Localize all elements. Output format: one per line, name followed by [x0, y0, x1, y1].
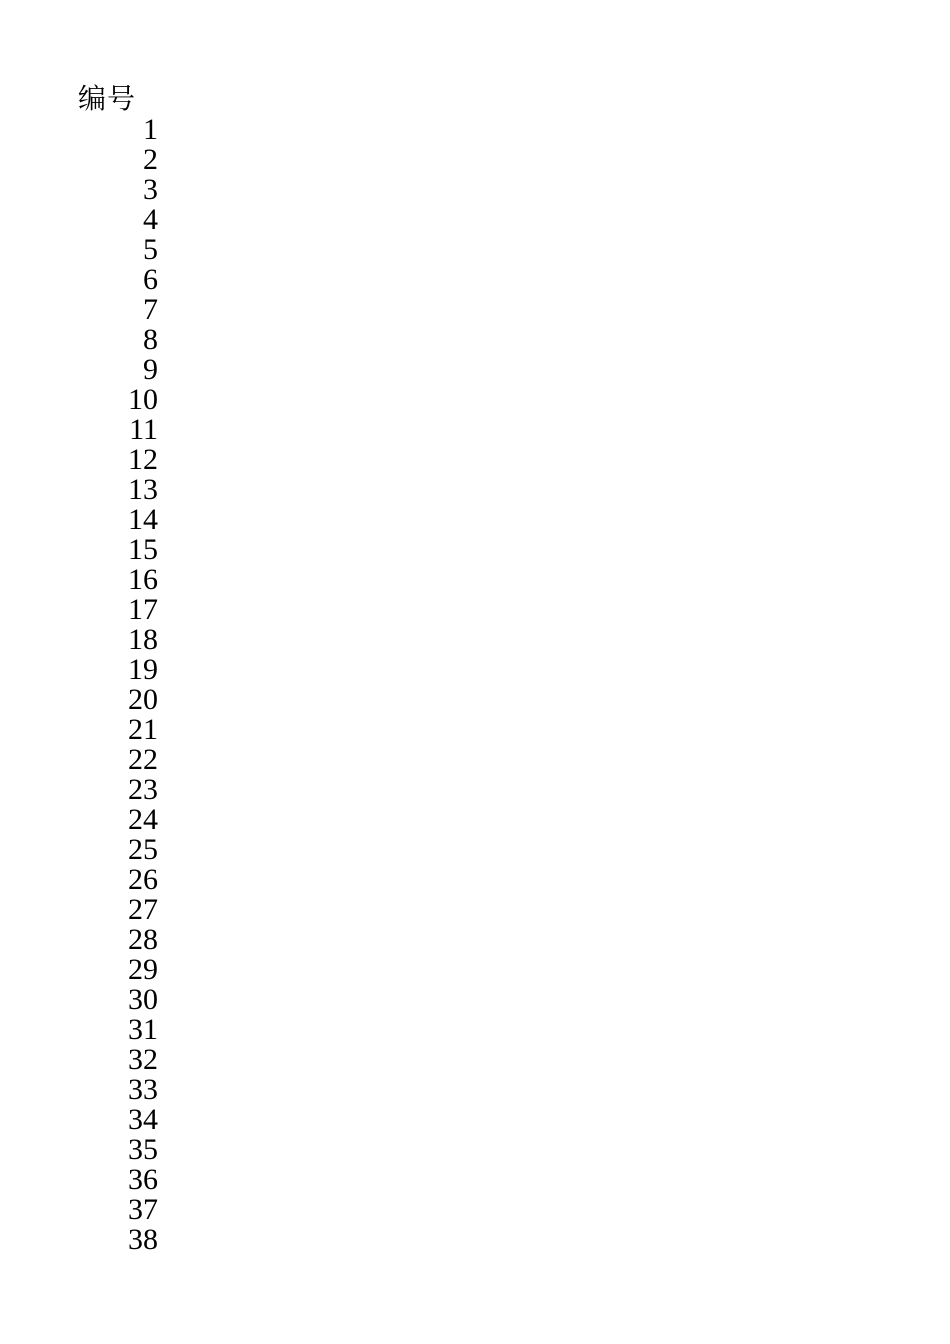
table-row: 5 [143, 233, 158, 266]
table-row: 3 [143, 173, 158, 206]
table-row: 16 [128, 563, 158, 596]
table-row: 27 [128, 893, 158, 926]
table-row: 23 [128, 773, 158, 806]
table-row: 13 [128, 473, 158, 506]
table-row: 15 [128, 533, 158, 566]
table-row: 24 [128, 803, 158, 836]
table-row: 20 [128, 683, 158, 716]
table-row: 34 [128, 1103, 158, 1136]
table-row: 12 [128, 443, 158, 476]
table-row: 22 [128, 743, 158, 776]
table-row: 29 [128, 953, 158, 986]
table-row: 33 [128, 1073, 158, 1106]
table-row: 28 [128, 923, 158, 956]
table-row: 37 [128, 1193, 158, 1226]
table-row: 35 [128, 1133, 158, 1166]
id-column [78, 85, 158, 1255]
table-row: 9 [143, 353, 158, 386]
table-row: 19 [128, 653, 158, 686]
table-row: 7 [143, 293, 158, 326]
table-row: 30 [128, 983, 158, 1016]
table-row: 26 [128, 863, 158, 896]
table-row: 18 [128, 623, 158, 656]
table-row: 2 [143, 143, 158, 176]
table-row: 21 [128, 713, 158, 746]
id-list [78, 115, 158, 1255]
table-row: 32 [128, 1043, 158, 1076]
table-row: 6 [143, 263, 158, 296]
table-row: 38 [128, 1223, 158, 1256]
table-row: 4 [143, 203, 158, 236]
table-row: 14 [128, 503, 158, 536]
table-row: 8 [143, 323, 158, 356]
table-row: 17 [128, 593, 158, 626]
table-row: 31 [128, 1013, 158, 1046]
table-row: 36 [128, 1163, 158, 1196]
table-row: 1 [143, 113, 158, 146]
table-row: 11 [129, 413, 158, 446]
table-row: 10 [128, 383, 158, 416]
column-header-bianhao: 编号 [78, 84, 137, 115]
table-row: 25 [128, 833, 158, 866]
